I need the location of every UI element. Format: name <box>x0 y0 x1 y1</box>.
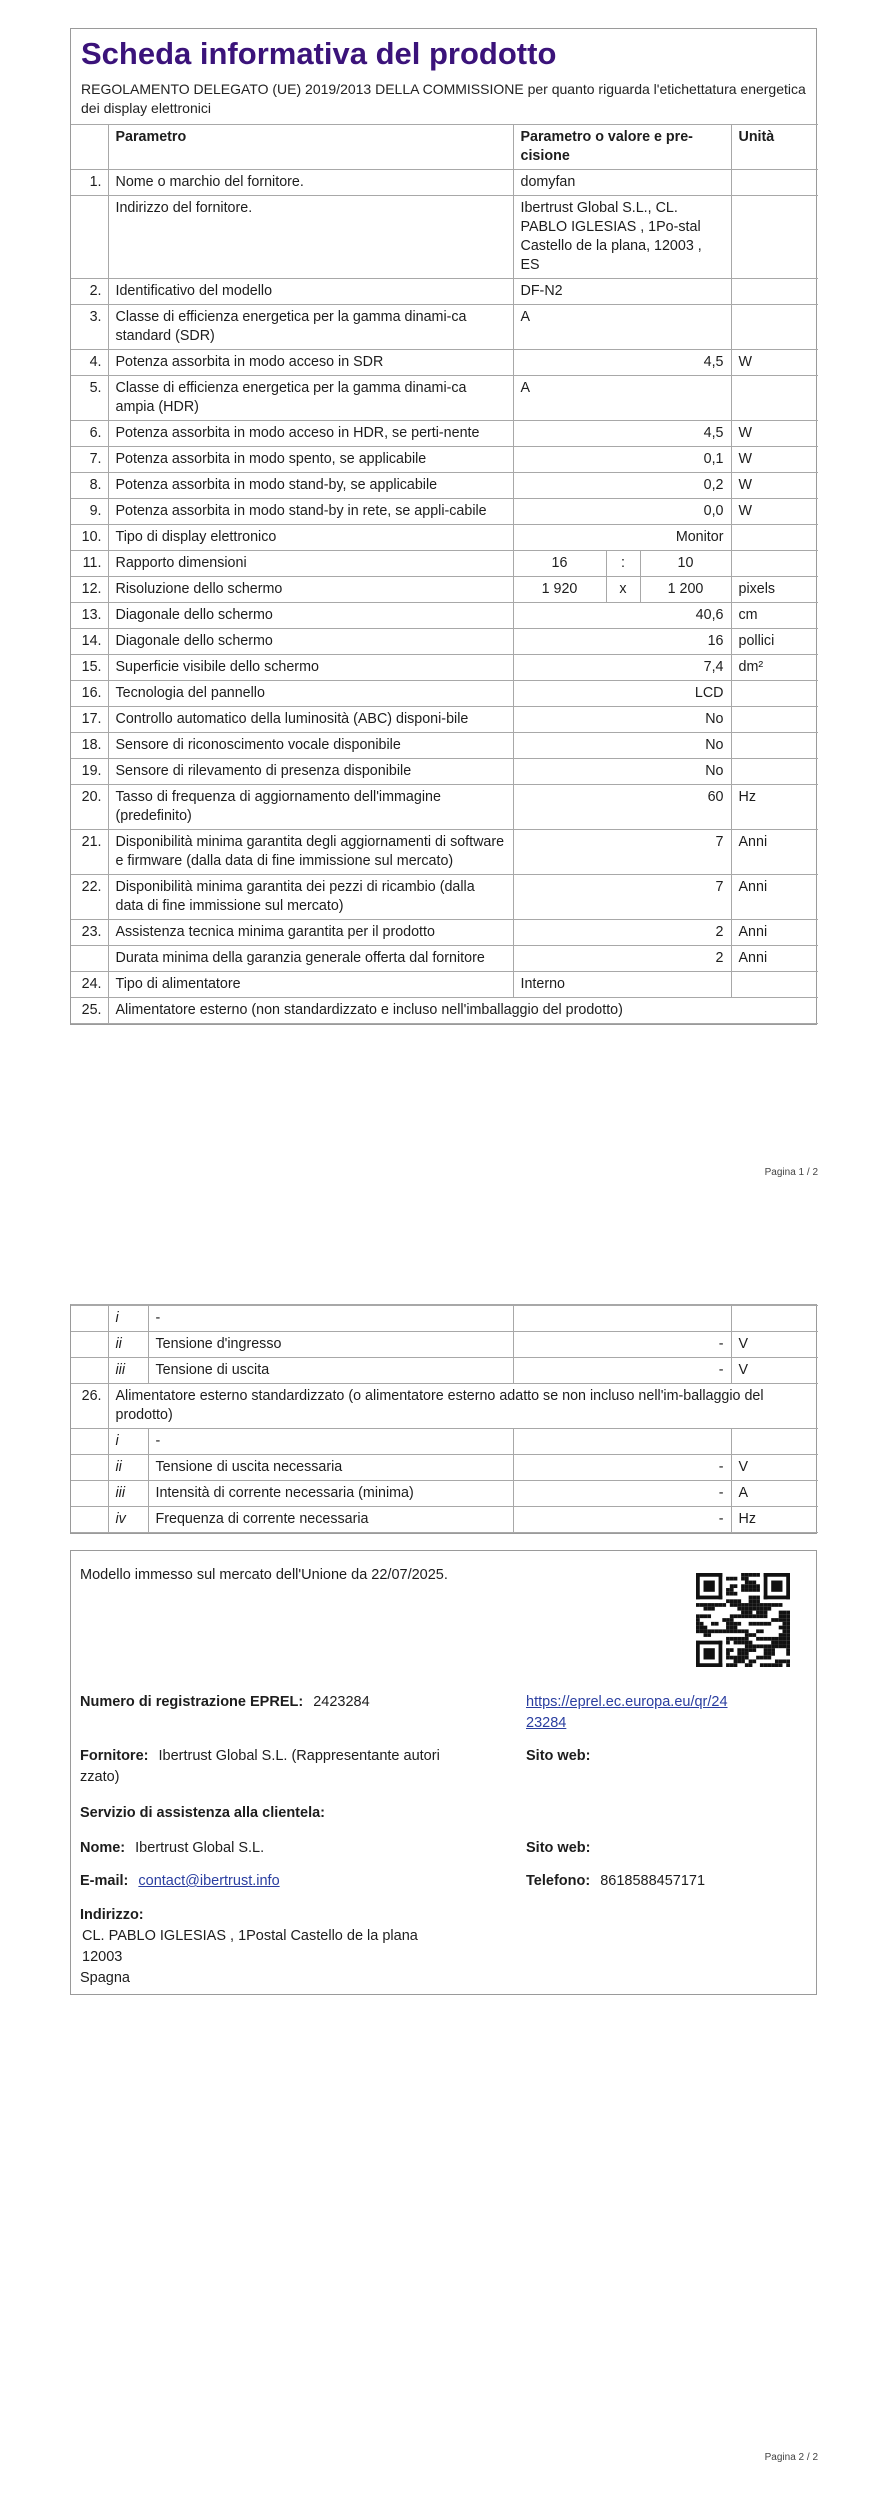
address-label: Indirizzo: <box>80 1907 144 1923</box>
supplier-value: Ibertrust Global S.L. (Rappresentante autori <box>158 1748 440 1764</box>
page-1 <box>0 0 888 1230</box>
param-unit: W <box>731 499 818 525</box>
param-value: DF-N2 <box>513 279 731 305</box>
param-value: 4,5 <box>513 350 731 376</box>
table-header <box>71 125 818 170</box>
param-unit: Anni <box>731 830 818 875</box>
email-label: E-mail: <box>80 1873 129 1889</box>
param-label: Classe di efficienza energetica per la gamma dinami-ca ampia (HDR) <box>108 376 513 421</box>
param-label: Disponibilità minima garantita dei pezzi di ricambio (dalla data di fine immissione sul mercato) <box>108 875 513 920</box>
table-row: 13. Diagonale dello schermo 40,6 cm <box>71 603 818 629</box>
name-value: Ibertrust Global S.L. <box>135 1840 265 1856</box>
aspect-sep: : <box>607 551 641 576</box>
param-label: Sensore di rilevamento di presenza disponibile <box>108 759 513 785</box>
power-supply-table-wrap <box>70 1304 817 1534</box>
website-label: Sito web: <box>526 1748 591 1764</box>
param-label: Controllo automatico della luminosità (ABC) disponi-bile <box>108 707 513 733</box>
param-label: Tecnologia del pannello <box>108 681 513 707</box>
aspect-b: 10 <box>677 555 694 571</box>
table-row: 14. Diagonale dello schermo 16 pollici <box>71 629 818 655</box>
param-unit: W <box>731 473 818 499</box>
table-row: 9. Potenza assorbita in modo stand-by in rete, se appli-cabile 0,0 W <box>71 499 818 525</box>
table-row: 21. Disponibilità minima garantita degli aggiornamenti di software e firmware (dalla data di fine immissione sul mercato) 7 Anni <box>71 830 818 875</box>
resolution-a: 1 920 <box>514 577 607 602</box>
param-label: Classe di efficienza energetica per la gamma dinami-ca standard (SDR) <box>108 305 513 350</box>
table-row: 6. Potenza assorbita in modo acceso in HDR, se perti-nente 4,5 W <box>71 421 818 447</box>
table-row <box>71 946 818 972</box>
param-unit <box>731 733 818 759</box>
param-unit <box>731 707 818 733</box>
table-row: 10. Tipo di display elettronico Monitor <box>71 525 818 551</box>
table-row: 18. Sensore di riconoscimento vocale disponibile No <box>71 733 818 759</box>
email-link[interactable]: contact@ibertrust.info <box>138 1873 280 1889</box>
sub-row: iv Frequenza di corrente necessaria - Hz <box>71 1507 818 1533</box>
regulation-text: REGOLAMENTO DELEGATO (UE) 2019/2013 DELLA COMMISSIONE per quanto riguarda l'etichettatura energetica dei display elettronici <box>81 81 806 116</box>
param-unit <box>731 525 818 551</box>
param-value: 0,2 <box>513 473 731 499</box>
param-label: Sensore di riconoscimento vocale disponibile <box>108 733 513 759</box>
phone-label: Telefono: <box>526 1873 591 1889</box>
param-value: A <box>513 305 731 350</box>
param-label: Identificativo del modello <box>108 279 513 305</box>
placed-on-market: Modello immesso sul mercato dell'Unione da 22/07/2025. <box>80 1567 448 1583</box>
parameters-table <box>71 124 818 1024</box>
address-block: Indirizzo: CL. PABLO IGLESIAS , 1Postal Castello de la plana 12003 Spagna <box>80 1907 418 1986</box>
param-value: LCD <box>513 681 731 707</box>
qr-code-icon[interactable] <box>696 1573 790 1667</box>
aspect-a: 16 <box>514 551 607 576</box>
param-unit: Anni <box>731 946 818 972</box>
param-unit <box>731 196 818 279</box>
sub-row: i - <box>71 1306 818 1332</box>
param-label: Potenza assorbita in modo spento, se applicabile <box>108 447 513 473</box>
sub-row: ii Tensione d'ingresso - V <box>71 1332 818 1358</box>
param-value: A <box>513 376 731 421</box>
sub-row: iii Intensità di corrente necessaria (minima) - A <box>71 1481 818 1507</box>
param-value: 0,1 <box>513 447 731 473</box>
page-number: Pagina 1 / 2 <box>764 1167 818 1178</box>
table-row: 23. Assistenza tecnica minima garantita per il prodotto 2 Anni <box>71 920 818 946</box>
eprel-value: 2423284 <box>313 1694 370 1710</box>
page-title: Scheda informativa del prodotto <box>81 36 557 71</box>
power-supply-table <box>71 1305 818 1533</box>
param-value: No <box>513 733 731 759</box>
param-label: Assistenza tecnica minima garantita per il prodotto <box>108 920 513 946</box>
table-row: 2. Identificativo del modello DF-N2 <box>71 279 818 305</box>
customer-service-label: Servizio di assistenza alla clientela: <box>80 1805 325 1821</box>
param-value: Monitor <box>513 525 731 551</box>
param-label: Tipo di display elettronico <box>108 525 513 551</box>
phone-value: 8618588457171 <box>600 1873 706 1889</box>
table-row: 4. Potenza assorbita in modo acceso in SDR 4,5 W <box>71 350 818 376</box>
header-unit: Unità <box>731 125 818 170</box>
param-label: Potenza assorbita in modo acceso in HDR, se perti-nente <box>108 421 513 447</box>
table-row: 8. Potenza assorbita in modo stand-by, se applicabile 0,2 W <box>71 473 818 499</box>
param-unit: cm <box>731 603 818 629</box>
param-label: Indirizzo del fornitore. <box>108 196 513 279</box>
resolution-b: 1 200 <box>667 581 704 597</box>
header-param: Parametro <box>108 125 513 170</box>
sub-row: i - <box>71 1429 818 1455</box>
name-label: Nome: <box>80 1840 126 1856</box>
table-row: 17. Controllo automatico della luminosità (ABC) disponi-bile No <box>71 707 818 733</box>
param-label: Nome o marchio del fornitore. <box>108 170 513 196</box>
param-label: Superficie visibile dello schermo <box>108 655 513 681</box>
header-value: Parametro o valore e pre-cisione <box>513 125 731 170</box>
supplier-info-box: Modello immesso sul mercato dell'Unione da 22/07/2025. Numero di registrazione EPREL: 2423284 https://eprel.ec.europa.eu/qr/24 23284 Fornitore: Ibertrust Global S.L. (Rappresentante autori zzato) Sito web: Servizio di assistenza alla clientela: Nome: Ibertrust Global S.L. Sito web: E-mail: contact@ibertrust.info Telefono: 8618588457171 Indirizzo: CL. PABLO IGLESIAS , 1Postal Castello de la plana 12003 Spagna <box>70 1550 817 1995</box>
sub-row: ii Tensione di uscita necessaria - V <box>71 1455 818 1481</box>
table-row: 19. Sensore di rilevamento di presenza disponibile No <box>71 759 818 785</box>
param-unit: Hz <box>731 785 818 830</box>
param-unit: Anni <box>731 920 818 946</box>
table-row: 26. Alimentatore esterno standardizzato (o alimentatore esterno adatto se non incluso nell'im-ballaggio del prodotto) <box>71 1384 818 1429</box>
table-row: 24. Tipo di alimentatore Interno <box>71 972 818 998</box>
param-unit: pollici <box>731 629 818 655</box>
eprel-link[interactable]: https://eprel.ec.europa.eu/qr/24 23284 <box>526 1694 728 1731</box>
param-value: 2 <box>513 946 731 972</box>
product-info-sheet <box>70 28 817 1025</box>
table-row: 11. Rapporto dimensioni 16 : 10 <box>71 551 818 577</box>
table-row: 1. Nome o marchio del fornitore. domyfan <box>71 170 818 196</box>
table-row: 25. Alimentatore esterno (non standardizzato e incluso nell'imballaggio del prodotto) <box>71 998 818 1024</box>
table-row: 3. Classe di efficienza energetica per la gamma dinami-ca standard (SDR) A <box>71 305 818 350</box>
param-value: 7,4 <box>513 655 731 681</box>
param-unit <box>731 376 818 421</box>
param-value: domyfan <box>513 170 731 196</box>
param-value: 2 <box>513 920 731 946</box>
param-value: No <box>513 707 731 733</box>
table-row: 15. Superficie visibile dello schermo 7,4 dm² <box>71 655 818 681</box>
sub-row: iii Tensione di uscita - V <box>71 1358 818 1384</box>
param-label: Tasso di frequenza di aggiornamento dell'immagine (predefinito) <box>108 785 513 830</box>
table-row: 12. Risoluzione dello schermo 1 920 x 1 200 pixels <box>71 577 818 603</box>
param-unit: W <box>731 447 818 473</box>
param-value: 16 <box>513 629 731 655</box>
table-row <box>71 196 818 279</box>
param-label: Disponibilità minima garantita degli aggiornamenti di software e firmware (dalla data di fine immissione sul mercato) <box>108 830 513 875</box>
table-row: 20. Tasso di frequenza di aggiornamento dell'immagine (predefinito) 60 Hz <box>71 785 818 830</box>
param-label: Durata minima della garanzia generale offerta dal fornitore <box>108 946 513 972</box>
param-unit: dm² <box>731 655 818 681</box>
param-unit <box>731 279 818 305</box>
param-value: 7 <box>513 830 731 875</box>
param-unit <box>731 305 818 350</box>
param-unit: Anni <box>731 875 818 920</box>
param-value: 7 <box>513 875 731 920</box>
param-unit <box>731 170 818 196</box>
param-value: 60 <box>513 785 731 830</box>
param-label: Potenza assorbita in modo stand-by in rete, se appli-cabile <box>108 499 513 525</box>
param-unit <box>731 681 818 707</box>
param-unit: W <box>731 350 818 376</box>
param-unit: W <box>731 421 818 447</box>
param-unit <box>731 759 818 785</box>
param-label: Potenza assorbita in modo acceso in SDR <box>108 350 513 376</box>
page-number-2: Pagina 2 / 2 <box>764 2452 818 2463</box>
table-row: 16. Tecnologia del pannello LCD <box>71 681 818 707</box>
param-label: Diagonale dello schermo <box>108 629 513 655</box>
param-value: 4,5 <box>513 421 731 447</box>
eprel-label: Numero di registrazione EPREL: <box>80 1694 304 1710</box>
table-row: 5. Classe di efficienza energetica per la gamma dinami-ca ampia (HDR) A <box>71 376 818 421</box>
table-row: 22. Disponibilità minima garantita dei pezzi di ricambio (dalla data di fine immissione sul mercato) 7 Anni <box>71 875 818 920</box>
resolution-sep: x <box>607 577 641 602</box>
param-value: No <box>513 759 731 785</box>
supplier-label: Fornitore: <box>80 1748 149 1764</box>
param-label: Diagonale dello schermo <box>108 603 513 629</box>
table-row: 7. Potenza assorbita in modo spento, se applicabile 0,1 W <box>71 447 818 473</box>
param-label: Potenza assorbita in modo stand-by, se applicabile <box>108 473 513 499</box>
website-label-2: Sito web: <box>526 1840 591 1856</box>
param-value: 0,0 <box>513 499 731 525</box>
param-value: Ibertrust Global S.L., CL. PABLO IGLESIAS , 1Po-stal Castello de la plana, 12003 , ES <box>513 196 731 279</box>
page-2 <box>0 1230 888 2510</box>
param-value: 40,6 <box>513 603 731 629</box>
